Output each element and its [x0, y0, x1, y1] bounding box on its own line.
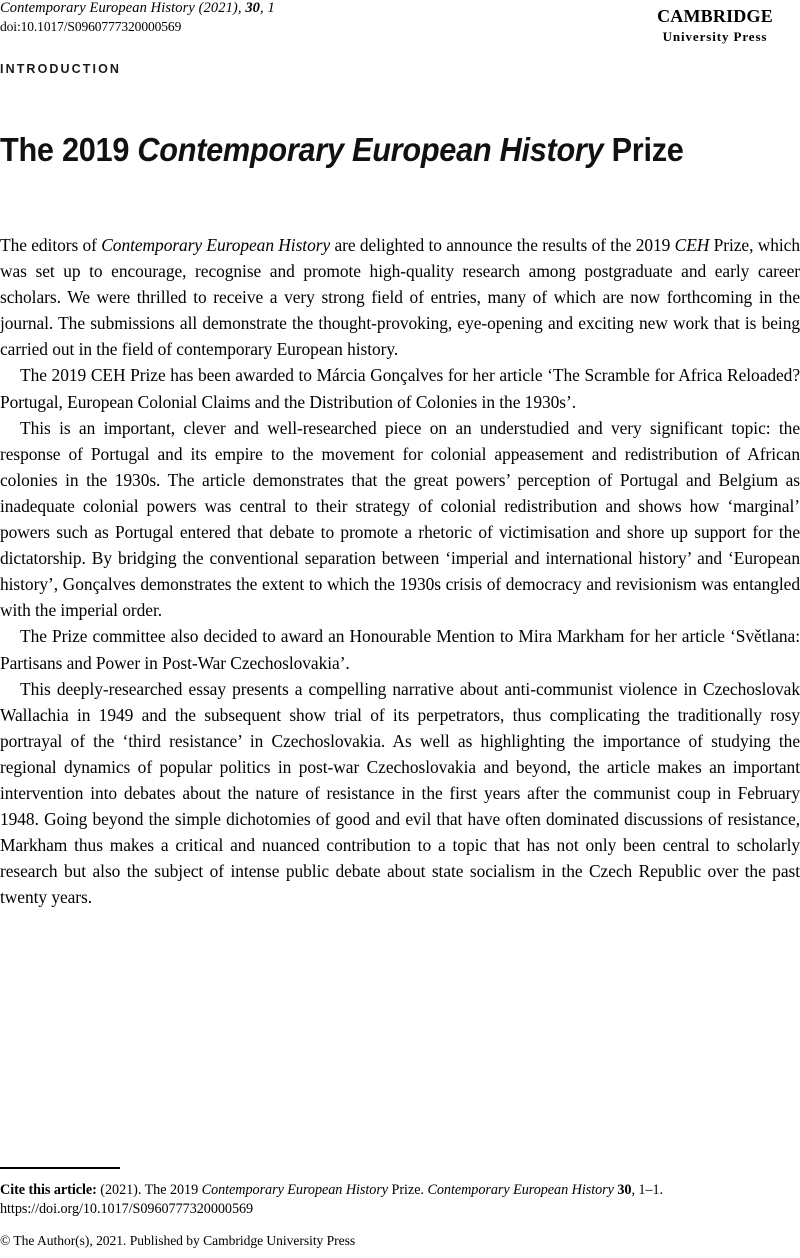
article-body — [0, 232, 800, 910]
body-paragraph-5: This deeply-researched essay presents a compelling narrative about anti-communist violence in Czechoslovak Wallachia in 1949 and the subsequent show trial of its perpetrators, thus complicating the traditionally rosy portrayal of the ‘third resistance’ in Czechoslovakia. As well as highlighting the importance of studying the regional dynamics of popular politics in post-war Czechoslovakia and beyond, the article makes an important intervention into debates about the nature of resistance in the first years after the communist coup in February 1948. Going beyond the simple dichotomies of good and evil that have often dominated discussions of resistance, Markham thus makes a critical and nuanced contribution to a topic that has not only been central to scholarly research but also the subject of intense public debate about state socialism in the Czech Republic over the past twenty years. — [0, 678, 800, 908]
body-paragraph-2: The 2019 CEH Prize has been awarded to Márcia Gonçalves for her article ‘The Scramble for Africa Reloaded? Portugal, European Colonial Claims and the Distribution of Colonies in the 1930s’. — [0, 365, 800, 412]
doi-text: doi:10.1017/S0960777320000569 — [0, 19, 182, 34]
running-head-volume: 30 — [245, 0, 261, 16]
p1-part-2: are delighted to announce the results of the 2019 — [330, 235, 675, 255]
running-head-journal-title: Contemporary European History (2021), — [0, 0, 246, 16]
citation-label: Cite this article: — [0, 1182, 97, 1198]
p1-part-1: The editors of — [0, 235, 102, 255]
p1-journal-name: Contemporary European History — [101, 235, 331, 255]
body-paragraph-3: This is an important, clever and well-researched piece on an understudied and very significant topic: the response of Portugal and its empire to the movement for colonial appeasement and redistribution of African colonies in the 1930s. The article demonstrates that the great powers’ perception of Portugal and Belgium as inadequate colonial powers was central to their strategy of colonial redistribution and shows how ‘marginal’ powers such as Portugal entered that debate to promote a rhetoric of victimisation and shore up support for the dictatorship. By bridging the conventional separation between ‘imperial and international history’ and ‘European history’, Gonçalves demonstrates the extent to which the 1930s crisis of democracy and revisionism was entangled with the imperial order. — [0, 417, 800, 621]
body-paragraph-1 — [0, 232, 800, 362]
title-prefix: The 2019 — [0, 131, 138, 169]
section-kicker: INTRODUCTION — [0, 62, 122, 76]
citation-journal-1: Contemporary European History — [201, 1182, 389, 1198]
logo-wordmark: cambridge — [657, 1, 773, 28]
title-journal-name: Contemporary European History — [137, 131, 604, 169]
footer-divider — [0, 1167, 120, 1169]
p1-part-3: Prize, which was set up to encourage, recognise and promote high-quality research among postgraduate and early career scholars. We were thrilled to receive a very strong field of entries, many of which are now forthcoming in the journal. The submissions all demonstrate the thought-provoking, eye-opening and exciting new work that is being carried out in the field of contemporary European history. — [0, 235, 800, 360]
running-head-journal-line — [0, 0, 620, 17]
citation-journal-2: Contemporary European History — [427, 1182, 614, 1198]
citation-part-2: Prize. — [388, 1182, 428, 1198]
citation-line — [0, 1181, 800, 1219]
copyright-line: © The Author(s), 2021. Published by Cambridge University Press — [0, 1233, 356, 1248]
body-paragraph-4: The Prize committee also decided to award an Honourable Mention to Mira Markham for her article ‘Světlana: Partisans and Power in Post-War Czechoslovakia’. — [0, 626, 800, 673]
title-suffix: Prize — [603, 131, 684, 169]
page-title — [0, 130, 744, 170]
citation-part-1: (2021). The 2019 — [96, 1182, 202, 1198]
cambridge-university-press-logo — [630, 2, 800, 44]
p1-ceh-abbrev: CEH — [674, 235, 710, 255]
citation-volume: 30 — [617, 1182, 632, 1198]
running-head-page: , 1 — [260, 0, 275, 16]
logo-subtitle: University Press — [662, 29, 768, 44]
citation-part-4: , 1–1. https://doi.org/10.1017/S0960777320000569 — [0, 1182, 664, 1217]
page-footer — [0, 1167, 800, 1250]
running-head — [0, 0, 620, 35]
